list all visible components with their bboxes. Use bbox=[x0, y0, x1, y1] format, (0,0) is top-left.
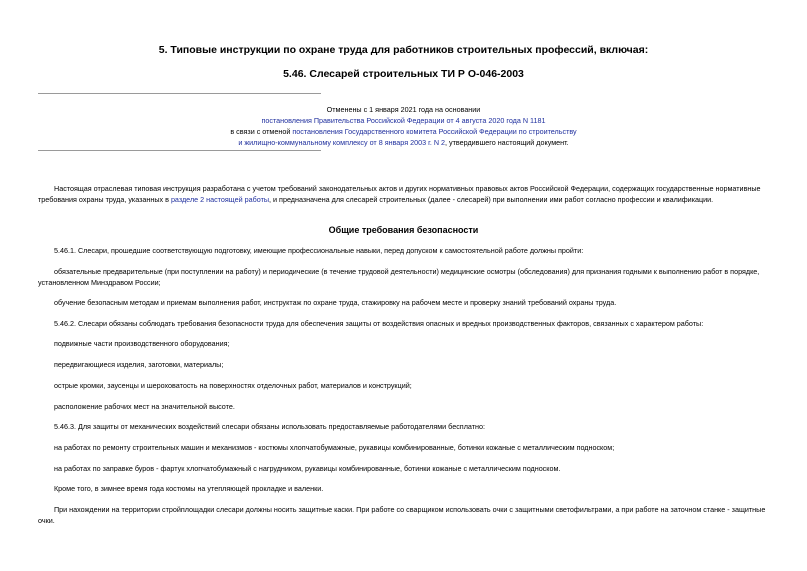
cancellation-notice bbox=[0, 104, 807, 148]
paragraph-5-46-2: 5.46.2. Слесари обязаны соблюдать требования безопасности труда для обеспечения защиты от воздействия опасных и вредных производственных факторов, связанных с характером работы: bbox=[54, 319, 704, 328]
paragraph-moving-parts: подвижные части производственного оборудования; bbox=[54, 339, 230, 348]
paragraph-5-46-3: 5.46.3. Для защиты от механических воздействий слесари обязаны использовать предоставляемые работодателями бесплатно: bbox=[54, 422, 485, 431]
paragraph-height: расположение рабочих мест на значительной высоте. bbox=[54, 402, 235, 411]
paragraph-5-46-1: 5.46.1. Слесари, прошедшие соответствующую подготовку, имеющие профессиональные навыки, перед допуском к самостоятельной работе должны пройти: bbox=[54, 246, 584, 255]
paragraph-medical: обязательные предварительные (при поступлении на работу) и периодические (в течение трудовой деятельности) медицинские осмотры (обследования) для признания годными к выполнению работ в порядке, установленном Минздравом России; bbox=[38, 267, 760, 287]
intro-paragraph bbox=[38, 183, 769, 205]
document-subtitle: 5.46. Слесарей строительных ТИ Р О-046-2003 bbox=[283, 68, 524, 80]
intro-text-before: Настоящая отраслевая типовая инструкция разработана с учетом требований законодательных актов и других нормативных правовых актов Российской Федерации, содержащих государственные нормативные требования охраны труда, указанных в bbox=[38, 184, 761, 204]
paragraph-helmets: При нахождении на территории стройплощадки слесари должны носить защитные каски. При работе со сварщиком использовать очки с защитными светофильтрами, а при работе на заточном станке - защитные очки. bbox=[38, 505, 766, 525]
notice-line-4-suffix: , утвердившего настоящий документ. bbox=[445, 138, 569, 147]
notice-bottom-rule bbox=[38, 150, 321, 151]
paragraph-sharp-edges: острые кромки, заусенцы и шероховатость на поверхностях отделочных работ, материалов и конструкций; bbox=[54, 381, 412, 390]
notice-link-government-decree[interactable]: постановления Правительства Российской Федерации от 4 августа 2020 года N 1181 bbox=[261, 116, 546, 125]
paragraph-winter: Кроме того, в зимнее время года костюмы на утепляющей прокладке и валенки. bbox=[54, 484, 324, 493]
notice-line-1: Отменены с 1 января 2021 года на основании bbox=[326, 105, 481, 114]
paragraph-training: обучение безопасным методам и приемам выполнения работ, инструктаж по охране труда, стажировку на рабочем месте и проверку знаний требований охраны труда. bbox=[54, 298, 617, 307]
intro-text-after: , и предназначена для слесарей строительных (далее - слесарей) при выполнении ими работ согласно профессии и квалификации. bbox=[269, 195, 714, 204]
paragraph-drill-ppe: на работах по заправке буров - фартук хлопчатобумажный с нагрудником, рукавицы комбинированные, ботинки кожаные с металлическим подноском. bbox=[54, 464, 561, 473]
intro-link-section-2[interactable]: разделе 2 настоящей работы bbox=[170, 195, 270, 204]
notice-link-gosstroy-decree[interactable]: постановления Государственного комитета Российской Федерации по строительству bbox=[292, 127, 577, 136]
notice-top-rule bbox=[38, 93, 321, 94]
notice-link-gosstroy-decree-cont[interactable]: и жилищно-коммунальному комплексу от 8 января 2003 г. N 2 bbox=[238, 138, 446, 147]
paragraph-repair-ppe: на работах по ремонту строительных машин и механизмов - костюмы хлопчатобумажные, рукавицы комбинированные, ботинки кожаные с металлическим подноском; bbox=[54, 443, 615, 452]
section-title: Общие требования безопасности bbox=[328, 225, 479, 235]
document-title: 5. Типовые инструкции по охране труда для работников строительных профессий, включая: bbox=[158, 44, 649, 56]
paragraph-moving-items: передвигающиеся изделия, заготовки, материалы; bbox=[54, 360, 224, 369]
notice-line-3-prefix: в связи с отменой bbox=[230, 127, 293, 136]
